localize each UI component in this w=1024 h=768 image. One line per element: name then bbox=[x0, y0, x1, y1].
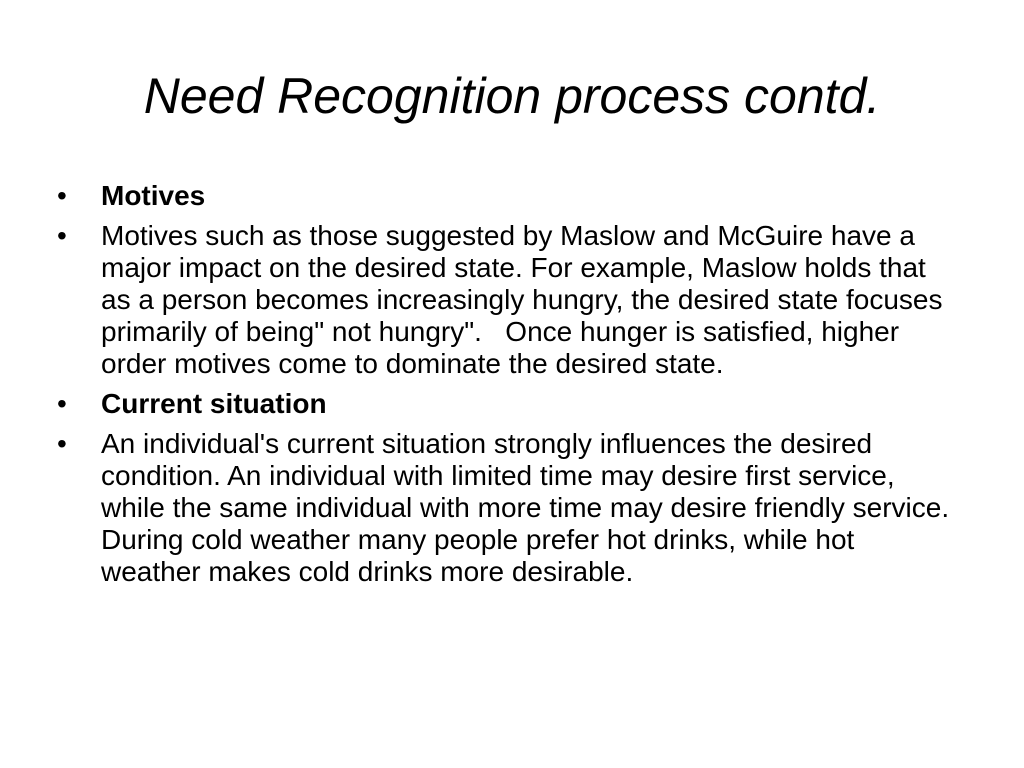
bullet-list bbox=[56, 180, 961, 596]
bullet-text: Motives such as those suggested by Maslow and McGuire have a major impact on the desired state. For example, Maslow holds that as a person becomes increasingly hungry, the desired state focuses primarily of being" not hungry". Once hunger is satisfied, higher order motives come to dominate the desired state. bbox=[101, 220, 951, 379]
bullet-dot-icon: • bbox=[57, 428, 67, 459]
bullet-text: Current situation bbox=[101, 388, 327, 419]
bullet-dot-icon: • bbox=[57, 388, 67, 419]
bullet-item-motives-heading bbox=[56, 180, 961, 212]
bullet-item-current-situation-heading bbox=[56, 388, 961, 420]
bullet-dot-icon: • bbox=[57, 180, 67, 211]
bullet-text: Motives bbox=[101, 180, 206, 211]
slide-title: Need Recognition process contd. bbox=[143, 68, 881, 124]
bullet-text: An individual's current situation strongly influences the desired condition. An individual with limited time may desire first service, while the same individual with more time may desire friendly service. During cold weather many people prefer hot drinks, while hot weather makes cold drinks more desirable. bbox=[101, 428, 957, 587]
bullet-item-current-situation-description bbox=[56, 428, 961, 588]
bullet-item-motives-description bbox=[56, 220, 961, 380]
bullet-dot-icon: • bbox=[57, 220, 67, 251]
